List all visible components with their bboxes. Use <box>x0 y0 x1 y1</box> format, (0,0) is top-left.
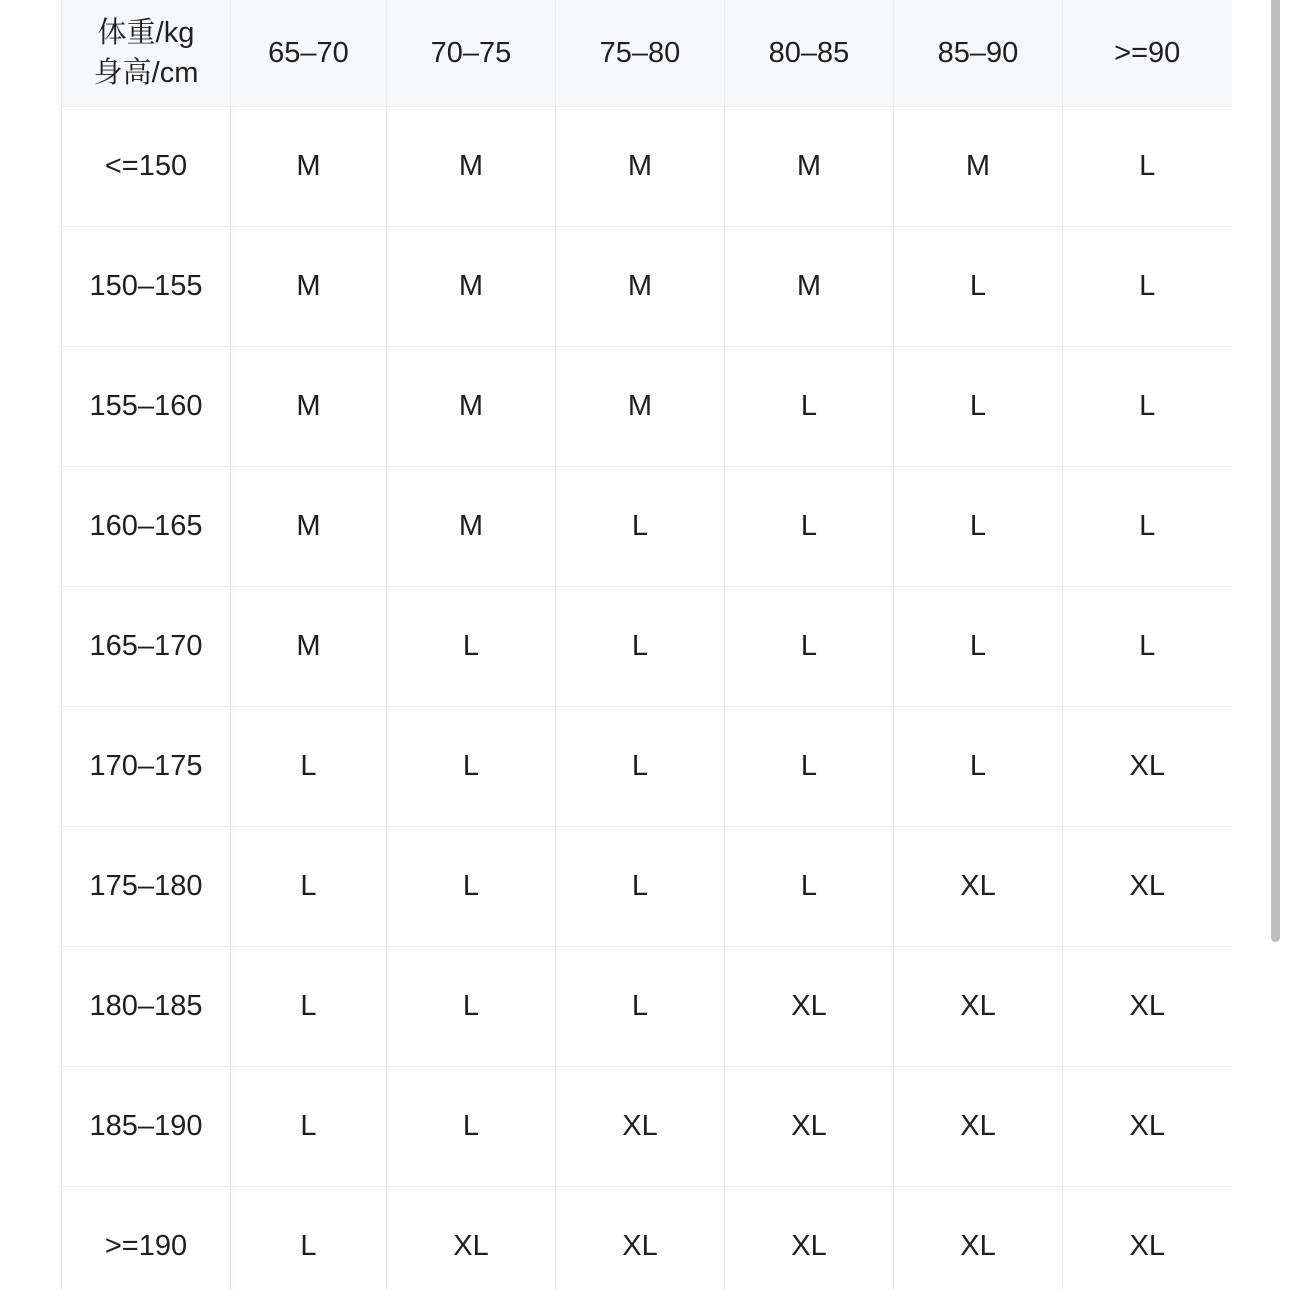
table-row <box>62 587 1232 707</box>
size-cell: M <box>387 347 556 467</box>
size-cell: M <box>556 107 725 227</box>
size-cell: L <box>231 1067 387 1187</box>
size-cell: L <box>894 347 1063 467</box>
table-row <box>62 347 1232 467</box>
size-cell: M <box>387 467 556 587</box>
size-cell: XL <box>1063 1187 1232 1290</box>
size-cell: XL <box>1063 947 1232 1067</box>
weight-axis-label: 体重/kg <box>97 17 195 49</box>
size-cell: L <box>894 707 1063 827</box>
size-cell: XL <box>894 947 1063 1067</box>
size-cell: XL <box>894 827 1063 947</box>
height-row-header: 180–185 <box>62 947 231 1067</box>
size-cell: XL <box>725 947 894 1067</box>
height-row-header: 165–170 <box>62 587 231 707</box>
height-row-header: >=190 <box>62 1187 231 1290</box>
size-cell: L <box>556 827 725 947</box>
table-row <box>62 227 1232 347</box>
size-cell: L <box>894 587 1063 707</box>
table-row <box>62 107 1232 227</box>
size-cell: L <box>231 827 387 947</box>
weight-column-header: 80–85 <box>725 0 894 107</box>
size-cell: L <box>231 707 387 827</box>
size-cell: M <box>387 227 556 347</box>
table-row <box>62 1187 1232 1290</box>
size-cell: XL <box>556 1187 725 1290</box>
size-cell: L <box>556 587 725 707</box>
size-cell: XL <box>725 1187 894 1290</box>
size-cell: M <box>231 587 387 707</box>
height-row-header: 170–175 <box>62 707 231 827</box>
size-table-body <box>62 107 1232 1290</box>
size-cell: L <box>231 947 387 1067</box>
size-cell: XL <box>894 1067 1063 1187</box>
height-row-header: <=150 <box>62 107 231 227</box>
size-cell: L <box>1063 347 1232 467</box>
size-cell: M <box>725 107 894 227</box>
size-cell: L <box>387 587 556 707</box>
size-cell: L <box>894 467 1063 587</box>
size-cell: M <box>894 107 1063 227</box>
size-cell: L <box>725 587 894 707</box>
size-cell: M <box>231 347 387 467</box>
corner-header-cell <box>62 0 231 107</box>
header-row <box>62 0 1232 107</box>
size-cell: M <box>725 227 894 347</box>
size-cell: L <box>1063 587 1232 707</box>
size-cell: L <box>725 467 894 587</box>
height-row-header: 150–155 <box>62 227 231 347</box>
size-cell: L <box>387 707 556 827</box>
weight-column-header: >=90 <box>1063 0 1232 107</box>
size-cell: M <box>556 227 725 347</box>
size-chart-table <box>61 0 1232 1290</box>
size-cell: L <box>1063 227 1232 347</box>
size-cell: L <box>387 1067 556 1187</box>
size-cell: L <box>725 707 894 827</box>
size-cell: L <box>1063 107 1232 227</box>
scrollbar-thumb[interactable] <box>1271 0 1280 942</box>
table-row <box>62 1067 1232 1187</box>
height-row-header: 155–160 <box>62 347 231 467</box>
weight-column-header: 85–90 <box>894 0 1063 107</box>
size-cell: L <box>387 947 556 1067</box>
weight-column-header: 65–70 <box>231 0 387 107</box>
size-cell: L <box>725 827 894 947</box>
size-cell: XL <box>725 1067 894 1187</box>
size-cell: L <box>387 827 556 947</box>
size-cell: XL <box>1063 1067 1232 1187</box>
weight-column-header: 70–75 <box>387 0 556 107</box>
table-row <box>62 707 1232 827</box>
height-row-header: 175–180 <box>62 827 231 947</box>
size-cell: XL <box>1063 707 1232 827</box>
size-cell: L <box>231 1187 387 1290</box>
size-cell: M <box>231 107 387 227</box>
size-cell: XL <box>556 1067 725 1187</box>
size-cell: XL <box>1063 827 1232 947</box>
size-cell: XL <box>894 1187 1063 1290</box>
size-cell: XL <box>387 1187 556 1290</box>
height-row-header: 185–190 <box>62 1067 231 1187</box>
size-cell: L <box>894 227 1063 347</box>
vertical-scrollbar[interactable] <box>1271 0 1280 1290</box>
weight-column-header: 75–80 <box>556 0 725 107</box>
height-axis-label: 身高/cm <box>93 57 199 89</box>
size-cell: L <box>556 947 725 1067</box>
height-row-header: 160–165 <box>62 467 231 587</box>
size-cell: L <box>556 707 725 827</box>
size-cell: L <box>556 467 725 587</box>
size-cell: L <box>725 347 894 467</box>
size-cell: M <box>387 107 556 227</box>
table-row <box>62 467 1232 587</box>
size-cell: M <box>231 467 387 587</box>
size-cell: M <box>231 227 387 347</box>
size-cell: M <box>556 347 725 467</box>
table-row <box>62 947 1232 1067</box>
table-row <box>62 827 1232 947</box>
size-cell: L <box>1063 467 1232 587</box>
